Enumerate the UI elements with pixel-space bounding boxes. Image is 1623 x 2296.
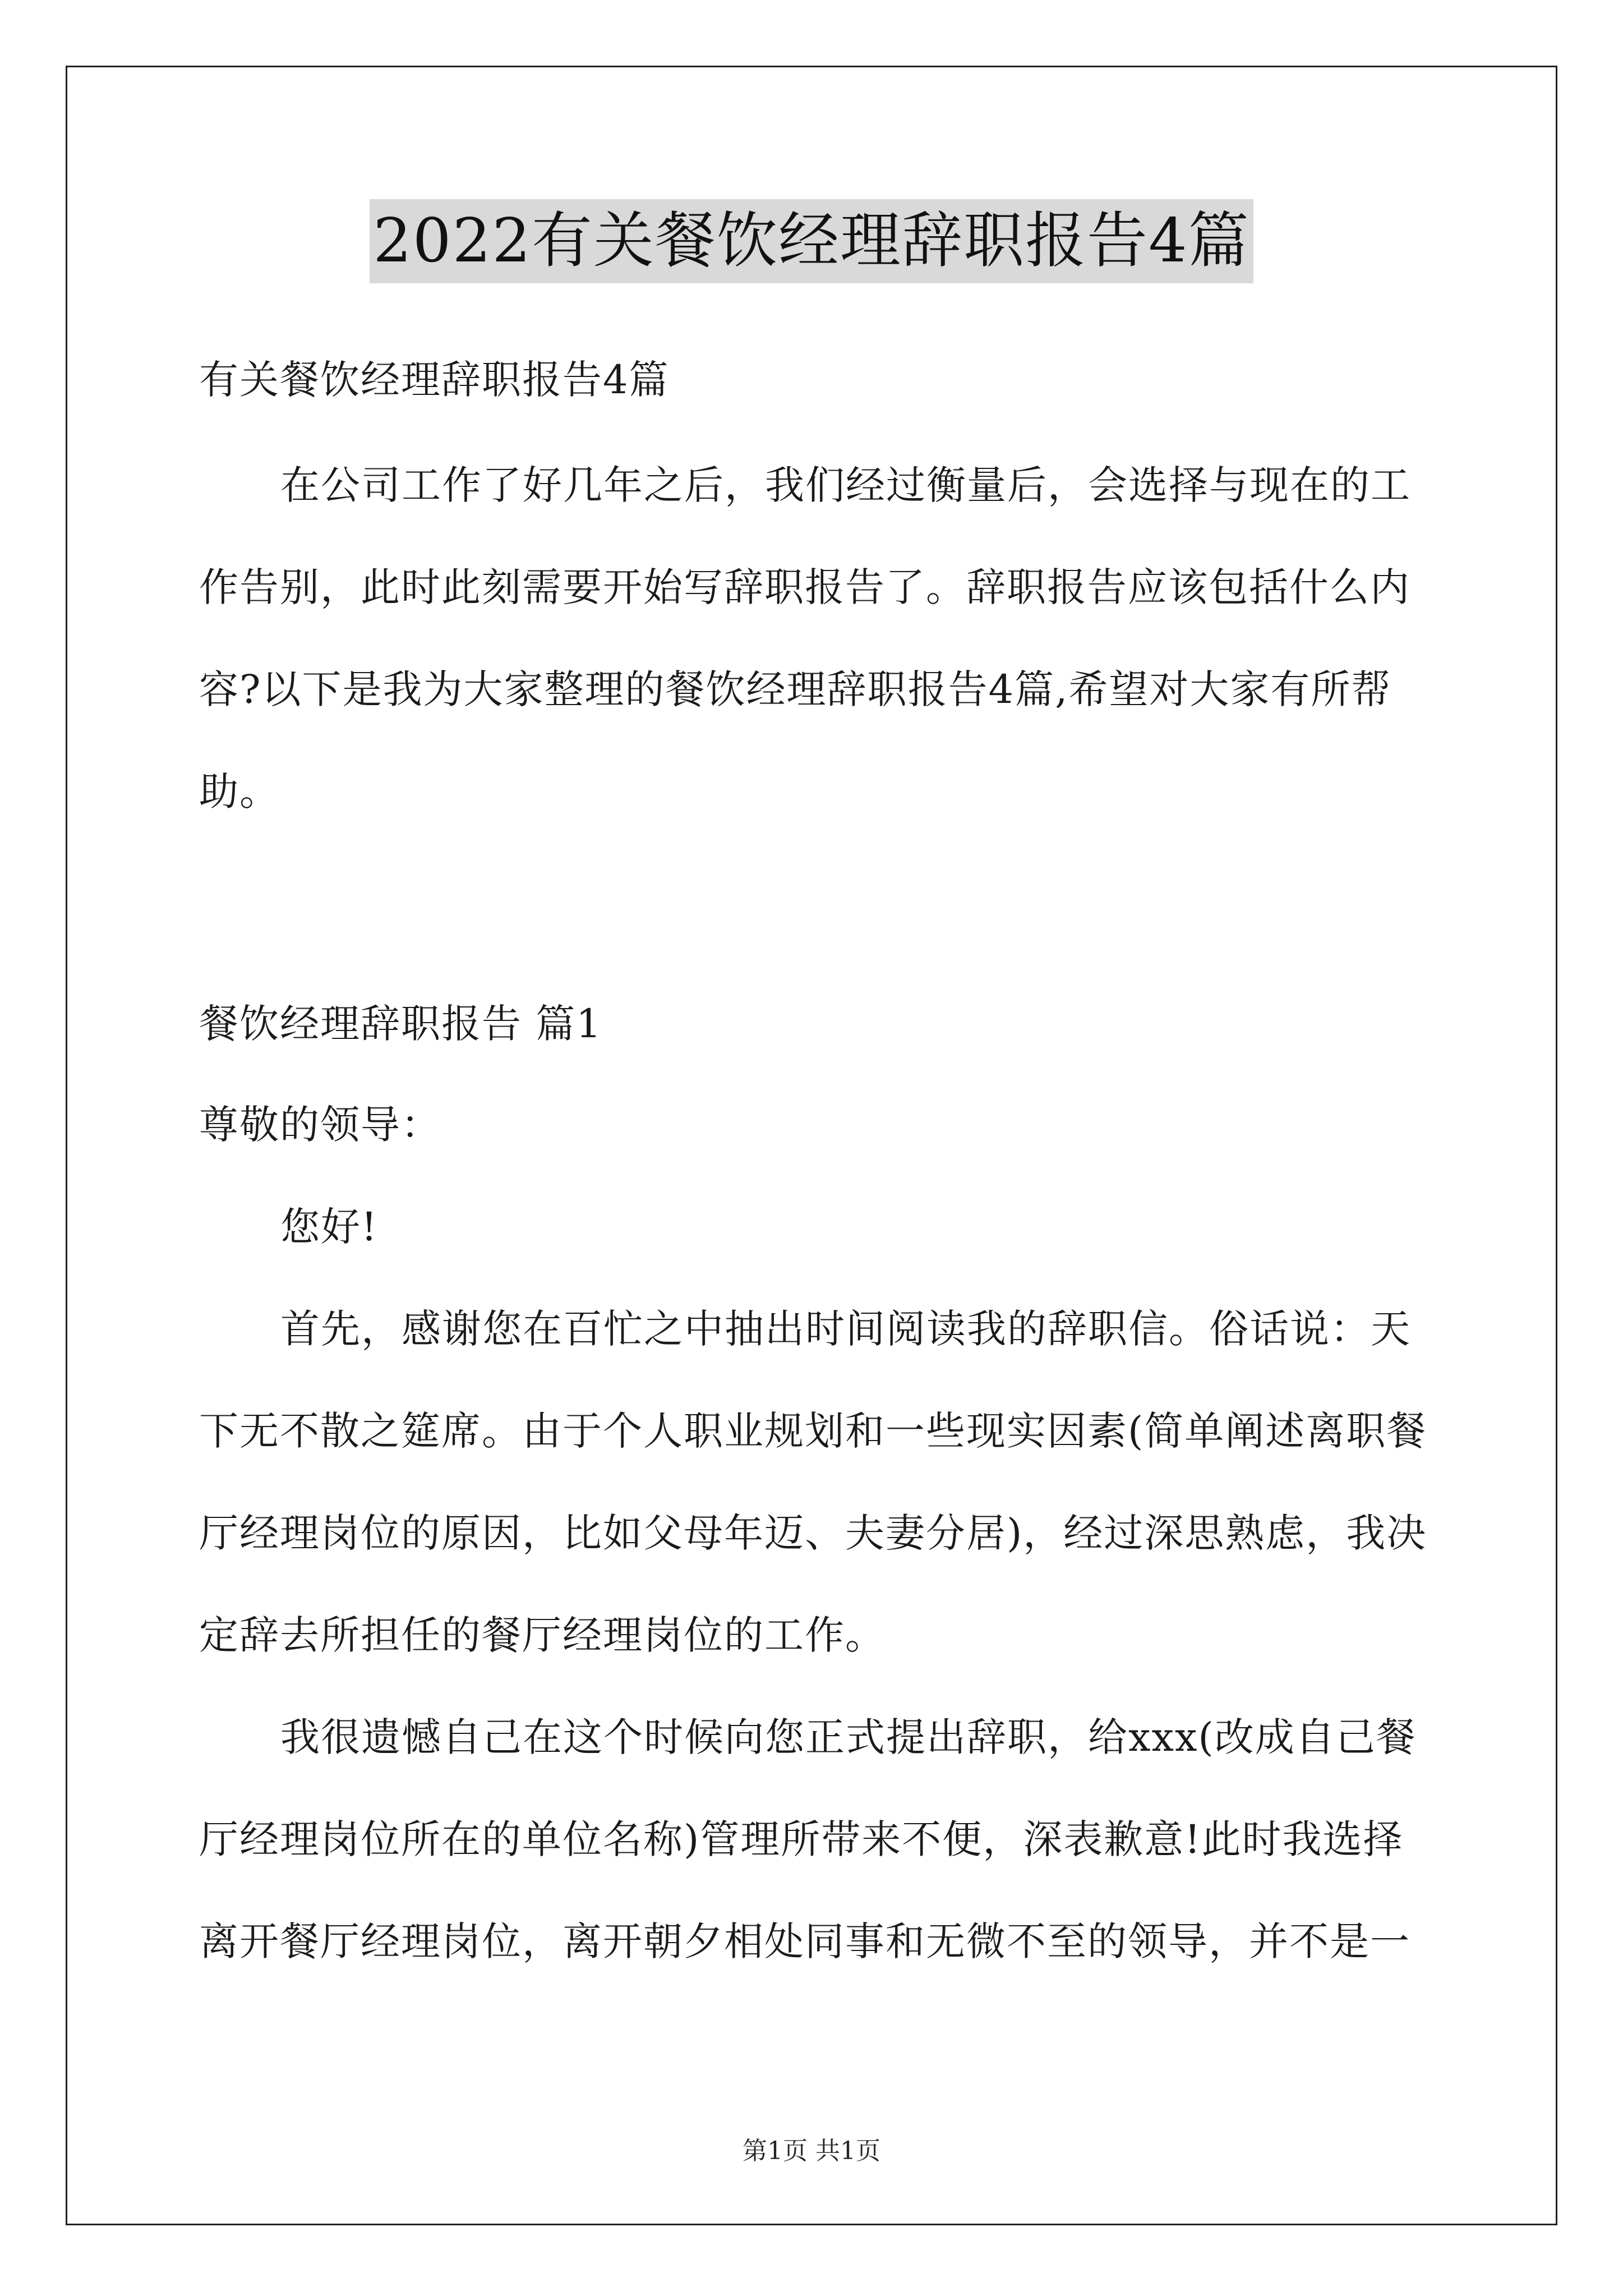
intro-line-2: 作告别，此时此刻需要开始写辞职报告了。辞职报告应该包括什么内	[199, 564, 1410, 610]
document-subtitle: 有关餐饮经理辞职报告4篇	[199, 357, 670, 403]
salutation: 尊敬的领导：	[199, 1102, 441, 1148]
paragraph-1-line-4: 定辞去所担任的餐厅经理岗位的工作。	[199, 1612, 886, 1658]
greeting: 您好!	[280, 1204, 379, 1250]
paragraph-2-line-2: 厅经理岗位所在的单位名称)管理所带来不便，深表歉意!此时我选择	[199, 1816, 1404, 1862]
title-container	[0, 199, 1623, 283]
page-number-footer: 第1页 共1页	[743, 2137, 880, 2165]
document-title: 2022有关餐饮经理辞职报告4篇	[370, 199, 1253, 283]
paragraph-2-line-1: 我很遗憾自己在这个时候向您正式提出辞职，给xxx(改成自己餐	[280, 1714, 1417, 1760]
intro-line-3: 容?以下是我为大家整理的餐饮经理辞职报告4篇,希望对大家有所帮	[199, 666, 1392, 712]
paragraph-1-line-1: 首先，感谢您在百忙之中抽出时间阅读我的辞职信。俗话说：天	[280, 1306, 1411, 1352]
intro-line-4: 助。	[199, 769, 280, 815]
section-heading: 餐饮经理辞职报告 篇1	[199, 1001, 602, 1047]
paragraph-2-line-3: 离开餐厅经理岗位，离开朝夕相处同事和无微不至的领导，并不是一	[199, 1918, 1410, 1964]
intro-line-1: 在公司工作了好几年之后，我们经过衡量后，会选择与现在的工	[280, 462, 1411, 508]
paragraph-1-line-2: 下无不散之筵席。由于个人职业规划和一些现实因素(简单阐述离职餐	[199, 1408, 1427, 1454]
paragraph-1-line-3: 厅经理岗位的原因，比如父母年迈、夫妻分居)，经过深思熟虑，我决	[199, 1510, 1427, 1556]
